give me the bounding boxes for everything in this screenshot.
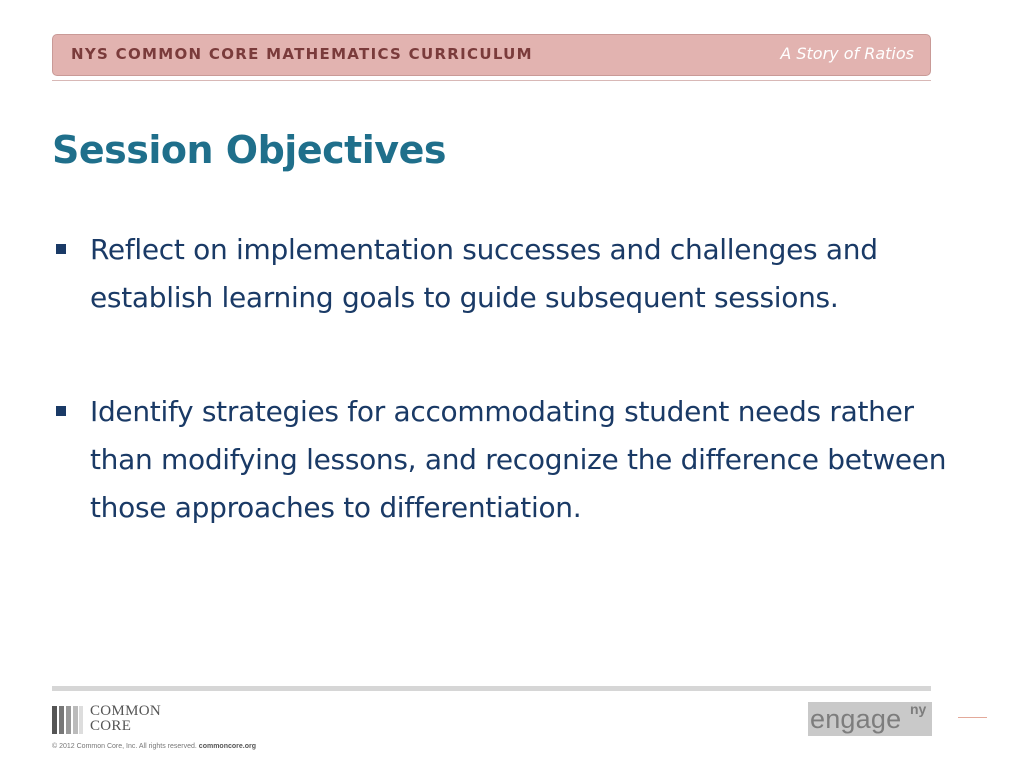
common-core-logo (52, 704, 192, 736)
objective-item (52, 226, 952, 322)
engage-wordmark: engage (810, 704, 902, 734)
footer-divider (52, 686, 931, 691)
header-divider (52, 80, 931, 81)
common-core-line2: CORE (90, 718, 132, 734)
square-bullet-icon (56, 244, 66, 254)
engageny-logo (808, 702, 932, 736)
square-bullet-icon (56, 406, 66, 416)
copyright-site: commoncore.org (198, 743, 256, 750)
copyright-text: © 2012 Common Core, Inc. All rights reserved. (52, 743, 197, 750)
common-core-bars-icon (52, 706, 84, 734)
objectives-list (52, 226, 952, 532)
objective-text: Identify strategies for accommodating student needs rather than modifying lessons, and recognize the difference between those approaches to differentiation. (90, 395, 947, 524)
common-core-line1: COMMON (90, 703, 161, 719)
objective-text: Reflect on implementation successes and challenges and establish learning goals to guide subsequent sessions. (90, 233, 878, 314)
curriculum-label: NYS COMMON CORE MATHEMATICS CURRICULUM (71, 45, 533, 63)
copyright-notice (52, 743, 256, 750)
slide-title: Session Objectives (52, 128, 446, 172)
common-core-wordmark (90, 704, 161, 734)
story-label: A Story of Ratios (780, 44, 914, 63)
header-band (52, 34, 931, 76)
objective-item (52, 388, 952, 532)
engage-ny-superscript: ny (910, 701, 927, 717)
corner-accent-line (958, 717, 987, 718)
